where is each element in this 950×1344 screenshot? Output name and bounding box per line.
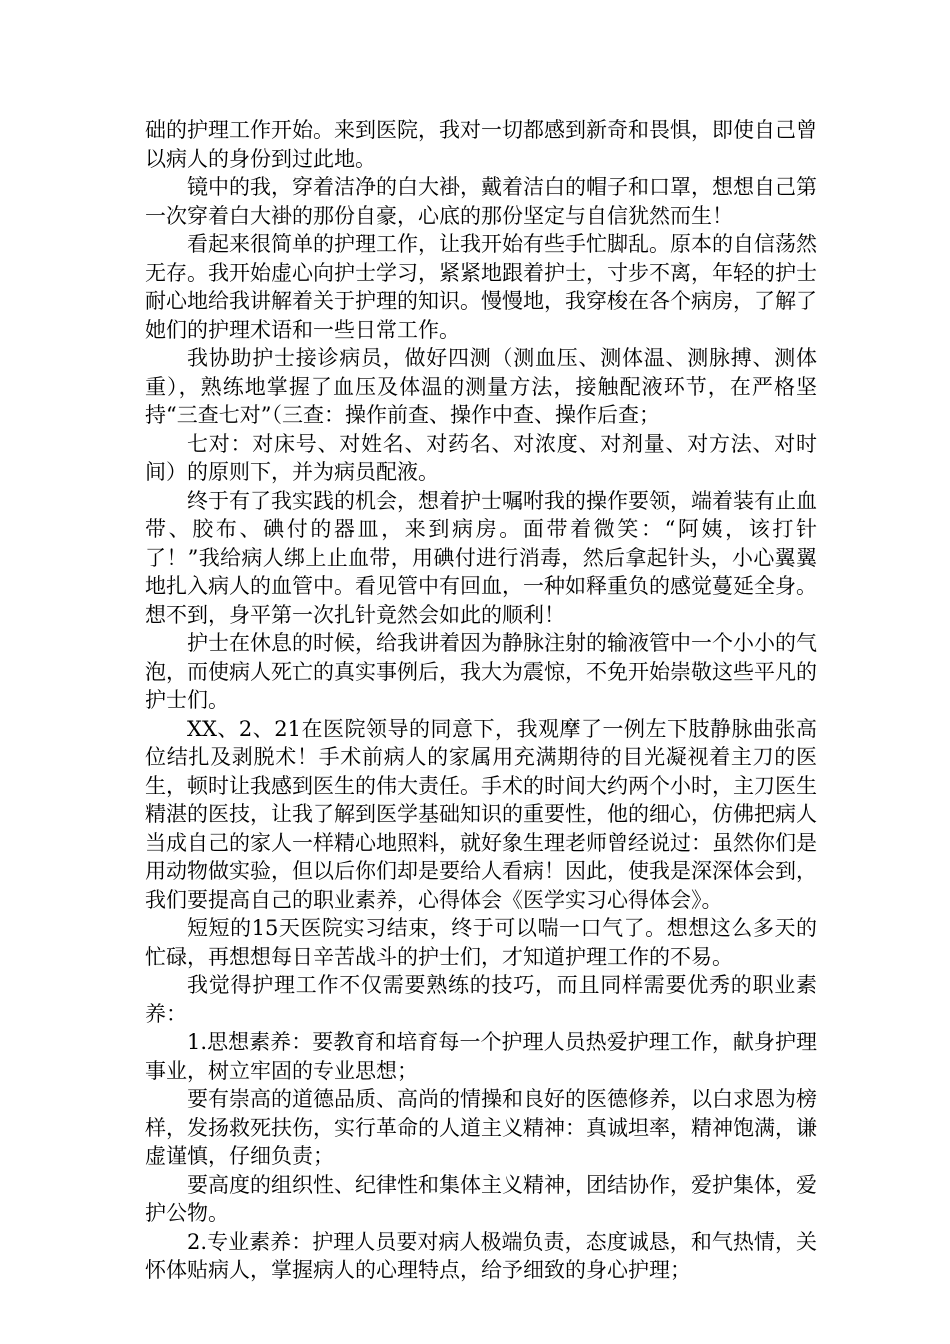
paragraph-6: 终于有了我实践的机会，想着护士嘱咐我的操作要领，端着装有止血带、胶布、碘付的器皿，来到病房。面带着微笑：“阿姨，该打针了！”我给病人绑上止血带，用碘付进行消毒，然后拿起针头，小心翼翼地扎入病人的血管中。看见管中有回血，一种如释重负的感觉蔓延全身。想不到，身平第一次扎针竟然会如此的顺利！: [145, 488, 817, 627]
paragraph-4: 我协助护士接诊病员，做好四测（测血压、测体温、测脉搏、测体重），熟练地掌握了血压及体温的测量方法，接触配液环节，在严格坚持“三查七对”（三查：操作前查、操作中查、操作后查；: [145, 346, 817, 427]
paragraph-9: 短短的15天医院实习结束，终于可以喘一口气了。想想这么多天的忙碌，再想想每日辛苦战斗的护士们，才知道护理工作的不易。: [145, 916, 817, 969]
paragraph-1: 础的护理工作开始。来到医院，我对一切都感到新奇和畏惧，即使自己曾以病人的身份到过此地。: [145, 118, 817, 171]
paragraph-12: 要有崇高的道德品质、高尚的情操和良好的医德修养，以白求恩为榜样，发扬救死扶伤，实行革命的人道主义精神：真诚坦率，精神饱满，谦虚谨慎，仔细负责；: [145, 1087, 817, 1168]
paragraph-14: 2.专业素养：护理人员要对病人极端负责，态度诚恳，和气热情，关怀体贴病人，掌握病人的心理特点，给予细致的身心护理；: [145, 1229, 817, 1282]
paragraph-5: 七对：对床号、对姓名、对药名、对浓度、对剂量、对方法、对时间）的原则下，并为病员配液。: [145, 431, 817, 484]
paragraph-11: 1.思想素养：要教育和培育每一个护理人员热爱护理工作，献身护理事业，树立牢固的专业思想；: [145, 1030, 817, 1083]
document-page: [145, 116, 817, 1285]
paragraph-13: 要高度的组织性、纪律性和集体主义精神，团结协作，爱护集体，爱护公物。: [145, 1172, 817, 1225]
paragraph-3: 看起来很简单的护理工作，让我开始有些手忙脚乱。原本的自信荡然无存。我开始虚心向护士学习，紧紧地跟着护士，寸步不离，年轻的护士耐心地给我讲解着关于护理的知识。慢慢地，我穿梭在各个病房，了解了她们的护理术语和一些日常工作。: [145, 232, 817, 342]
paragraph-8: XX、2、21在医院领导的同意下，我观摩了一例左下肢静脉曲张高位结扎及剥脱术！手术前病人的家属用充满期待的目光凝视着主刀的医生，顿时让我感到医生的伟大责任。手术的时间大约两个小时，主刀医生精湛的医技，让我了解到医学基础知识的重要性，他的细心，仿佛把病人当成自己的家人一样精心地照料，就好象生理老师曾经说过：虽然你们是用动物做实验，但以后你们却是要给人看病！因此，使我是深深体会到，我们要提高自己的职业素养，心得体会《医学实习心得体会》。: [145, 716, 817, 912]
paragraph-7: 护士在休息的时候，给我讲着因为静脉注射的输液管中一个小小的气泡，而使病人死亡的真实事例后，我大为震惊，不免开始崇敬这些平凡的护士们。: [145, 631, 817, 712]
paragraph-2: 镜中的我，穿着洁净的白大褂，戴着洁白的帽子和口罩，想想自己第一次穿着白大褂的那份自豪，心底的那份坚定与自信犹然而生！: [145, 175, 817, 228]
paragraph-10: 我觉得护理工作不仅需要熟练的技巧，而且同样需要优秀的职业素养：: [145, 973, 817, 1026]
